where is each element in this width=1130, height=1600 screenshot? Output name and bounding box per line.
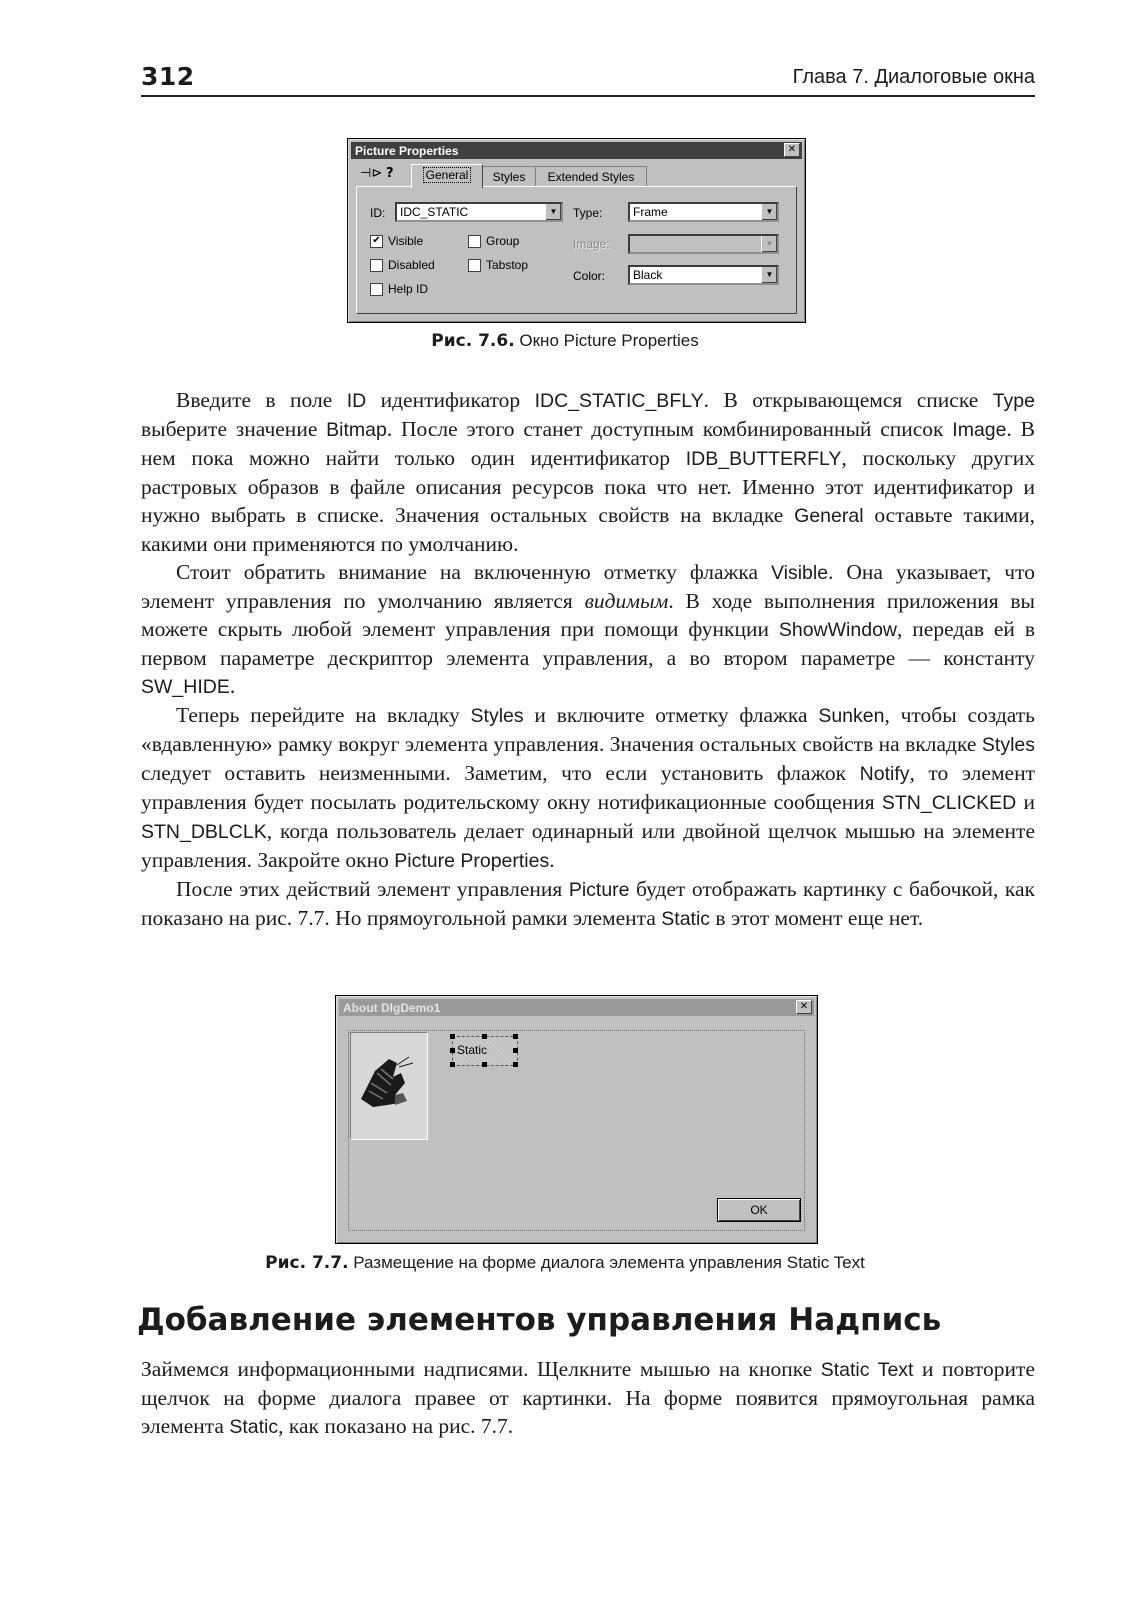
resize-handle[interactable] <box>513 1062 518 1067</box>
window-titlebar[interactable] <box>351 142 802 159</box>
chevron-down-icon[interactable]: ▼ <box>761 204 777 220</box>
id-combobox[interactable]: IDC_STATIC ▼ <box>395 202 563 222</box>
static-label: Static <box>457 1043 488 1057</box>
tab-extended-styles[interactable]: Extended Styles <box>535 166 647 187</box>
close-button[interactable]: ✕ <box>796 1000 812 1014</box>
figure-7-6-caption: Рис. 7.6. Окно Picture Properties <box>431 331 699 351</box>
chevron-down-icon[interactable]: ▼ <box>761 267 777 283</box>
visible-label: Visible <box>388 234 424 248</box>
visible-checkbox[interactable]: ✔ <box>370 235 383 248</box>
running-title: Глава 7. Диалоговые окна <box>792 66 1035 88</box>
figure-7-7-caption: Рис. 7.7. Размещение на форме диалога элемента управления Static Text <box>265 1253 865 1273</box>
id-label: ID: <box>370 206 386 220</box>
close-button[interactable]: ✕ <box>784 143 800 157</box>
page-number: 312 <box>141 62 195 91</box>
header-rule <box>141 95 1035 97</box>
about-dialog-window <box>335 995 818 1244</box>
paragraph-2: Стоит обратить внимание на включенную отметку флажка Visible. Она указывает, что элемент управления по умолчанию является видимым. В ходе выполнения приложения вы можете скрыть любой элемент управления при помощи функции ShowWindow, передав ей в первом параметре дескриптор элемента управления, а во втором параметре — константу SW_HIDE. <box>141 560 1036 698</box>
picture-control[interactable] <box>350 1032 428 1140</box>
picture-properties-window <box>347 138 806 323</box>
help-icon[interactable]: ? <box>386 166 394 181</box>
pin-icon[interactable]: ⊣⊳ <box>360 166 383 181</box>
ok-button[interactable]: OK <box>717 1198 801 1222</box>
disabled-checkbox[interactable] <box>370 259 383 272</box>
window-title: About DlgDemo1 <box>343 1000 441 1015</box>
resize-handle[interactable] <box>482 1062 487 1067</box>
body-text-block <box>141 386 1035 933</box>
window-title: Picture Properties <box>355 143 459 158</box>
paragraph-5: Займемся информационными надписями. Щелкните мышью на кнопке Static Text и повторите щелчок на форме диалога правее от картинки. На форме появится прямоугольная рамка элемента Static, как показано на рис. 7.7. <box>141 1357 1035 1438</box>
resize-handle[interactable] <box>482 1034 487 1039</box>
section-text-block <box>141 1355 1035 1441</box>
type-combobox[interactable]: Frame ▼ <box>628 202 779 222</box>
color-combobox[interactable]: Black ▼ <box>628 265 779 285</box>
tabstop-label: Tabstop <box>486 258 529 272</box>
group-checkbox[interactable] <box>468 235 481 248</box>
section-heading: Добавление элементов управления Надпись <box>137 1302 942 1338</box>
paragraph-4: После этих действий элемент управления Picture будет отображать картинку с бабочкой, как показано на рис. 7.7. Но прямоугольной рамки элемента Static в этот момент еще нет. <box>141 877 1035 930</box>
window-titlebar[interactable] <box>339 999 814 1016</box>
group-label: Group <box>486 234 520 248</box>
type-label: Type: <box>573 206 603 220</box>
resize-handle[interactable] <box>513 1048 518 1053</box>
chevron-down-icon[interactable]: ▼ <box>761 236 777 252</box>
resize-handle[interactable] <box>513 1034 518 1039</box>
image-label: Image: <box>573 237 610 251</box>
disabled-label: Disabled <box>388 258 435 272</box>
tab-general[interactable]: General <box>411 164 483 188</box>
chevron-down-icon[interactable]: ▼ <box>545 204 561 220</box>
butterfly-icon <box>351 1033 427 1139</box>
tab-styles[interactable]: Styles <box>482 166 536 187</box>
resize-handle[interactable] <box>450 1048 455 1053</box>
paragraph-3: Теперь перейдите на вкладку Styles и включите отметку флажка Sunken, чтобы создать «вдавленную» рамку вокруг элемента управления. Значения остальных свойств на вкладке Styles следует оставить неизменными. Заметим, что если установить флажок Notify, то элемент управления будет посылать родительскому окну нотификационные сообщения STN_CLICKED и STN_DBLCLK, когда пользователь делает одинарный или двойной щелчок мышью на элементе управления. Закройте окно Picture Properties. <box>141 703 1035 872</box>
tabstop-checkbox[interactable] <box>468 259 481 272</box>
help-id-checkbox[interactable] <box>370 283 383 296</box>
paragraph-1: Введите в поле ID идентификатор IDC_STATIC_BFLY. В открывающемся списке Type выберите значение Bitmap. После этого станет доступным комбинированный список Image. В нем пока можно найти только один идентификатор IDB_BUTTERFLY, поскольку других растровых образов в файле описания ресурсов пока что нет. Именно этот идентификатор и нужно выбрать в списке. Значения остальных свойств на вкладке General оставьте такими, какими они применяются по умолчанию. <box>141 388 1035 556</box>
image-combobox[interactable] <box>628 234 779 254</box>
resize-handle[interactable] <box>450 1034 455 1039</box>
color-label: Color: <box>573 269 606 283</box>
resize-handle[interactable] <box>450 1062 455 1067</box>
help-id-label: Help ID <box>388 282 429 296</box>
